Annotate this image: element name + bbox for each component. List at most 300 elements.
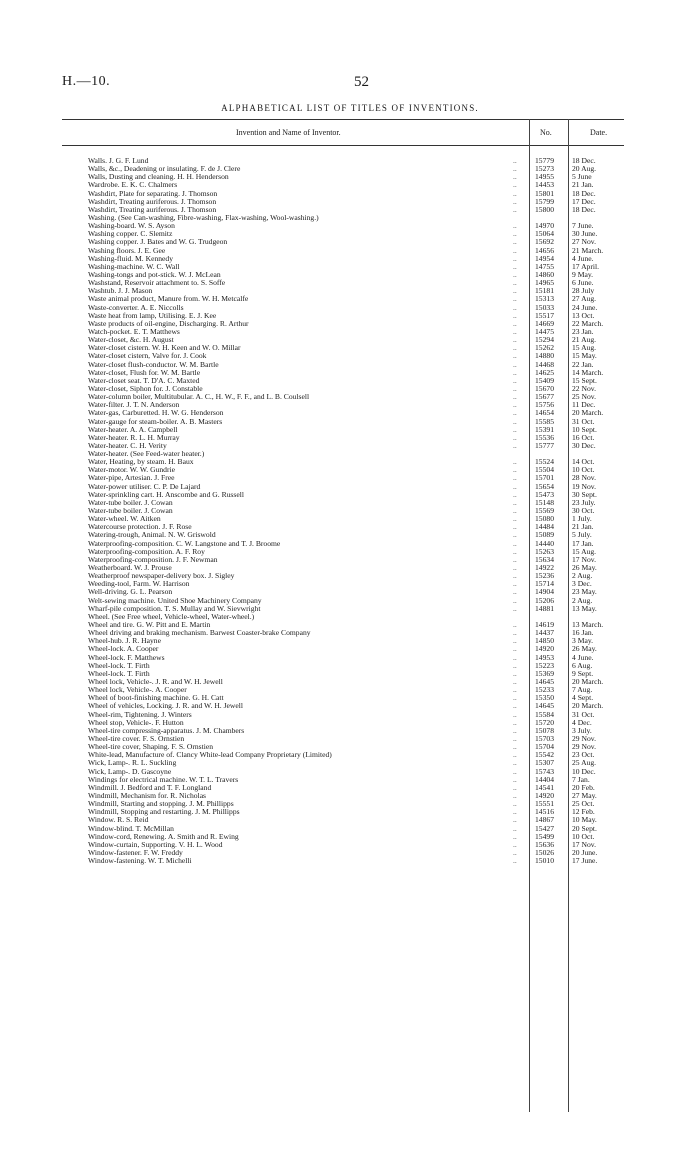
- invention-title: Washing copper. C. Slemitz: [88, 230, 173, 239]
- invention-date: 22 March.: [572, 318, 604, 328]
- leader-dots: ..: [513, 156, 517, 165]
- table-row: [0, 605, 700, 613]
- invention-title: Watch-pocket. E. T. Matthews: [88, 327, 180, 336]
- leader-dots: ..: [513, 302, 517, 312]
- invention-date: 28 Nov.: [572, 473, 596, 483]
- invention-title: Wheel driving and braking mechanism. Barwest Coaster-brake Company: [88, 629, 311, 638]
- invention-date: 31 Oct.: [572, 709, 595, 719]
- leader-dots: ..: [513, 831, 517, 841]
- invention-date: 6 Aug.: [572, 660, 593, 670]
- invention-title: Wharf-pile composition. T. S. Mullay and W. Sievwright: [88, 604, 261, 613]
- invention-title: Walls, Dusting and cleaning. H. H. Henderson: [88, 173, 229, 182]
- invention-title: Waterproofing-composition. A. F. Roy: [88, 547, 205, 556]
- leader-dots: ..: [513, 457, 517, 467]
- leader-dots: ..: [513, 668, 517, 678]
- invention-date: 28 July: [572, 286, 595, 296]
- invention-date: 12 Feb.: [572, 807, 595, 817]
- invention-number: 15800: [535, 204, 554, 214]
- invention-title: Water-sprinkling cart. H. Anscombe and G. Russell: [88, 490, 244, 499]
- invention-number: 15692: [535, 237, 554, 247]
- invention-date: 26 May.: [572, 563, 597, 573]
- invention-date: 10 Sept.: [572, 424, 597, 434]
- leader-dots: ..: [513, 571, 517, 581]
- inventions-list: [0, 157, 700, 865]
- invention-title: Wheel-tire cover. F. S. Ornstien: [88, 734, 185, 743]
- invention-date: 25 Oct.: [572, 799, 595, 809]
- leader-dots: ..: [513, 326, 517, 336]
- invention-number: 14920: [535, 644, 554, 654]
- invention-title: Window-cord, Renewing. A. Smith and R. Ewing: [88, 832, 239, 841]
- invention-title: Washtub. J. J. Mason: [88, 287, 153, 296]
- invention-number: 15263: [535, 546, 554, 556]
- invention-date: 17 Jan.: [572, 538, 594, 548]
- invention-date: 27 Nov.: [572, 237, 596, 247]
- leader-dots: ..: [513, 221, 517, 231]
- page-number: 52: [354, 74, 369, 90]
- leader-dots: ..: [513, 432, 517, 442]
- invention-title: Water-closet cistern. W. H. Keen and W. O. Millar: [88, 344, 241, 353]
- leader-dots: ..: [513, 799, 517, 809]
- invention-number: 14516: [535, 807, 554, 817]
- invention-date: 29 Nov.: [572, 742, 596, 752]
- invention-date: 10 Oct.: [572, 831, 595, 841]
- invention-date: 9 Sept.: [572, 668, 594, 678]
- invention-number: 14619: [535, 620, 554, 630]
- invention-title: Water-motor. W. W. Gundrie: [88, 466, 175, 475]
- invention-number: 15703: [535, 733, 554, 743]
- invention-title: Water-pipe, Artesian. J. Free: [88, 474, 175, 483]
- invention-number: 14625: [535, 367, 554, 377]
- invention-title: Washing. (See Can-washing, Fibre-washing, Flax-washing, Wool-washing.): [88, 213, 319, 222]
- invention-title: Water-tube boiler. J. Cowan: [88, 507, 173, 516]
- leader-dots: ..: [513, 823, 517, 833]
- table-row: [0, 588, 700, 596]
- invention-title: Washstand, Reservoir attachment to. S. Soffe: [88, 279, 226, 288]
- invention-title: Wheel of boot-finishing machine. G. H. Catt: [88, 694, 224, 703]
- invention-date: 18 Dec.: [572, 188, 596, 198]
- invention-date: 4 Dec.: [572, 717, 592, 727]
- invention-title: Window-blind. T. McMillan: [88, 824, 174, 833]
- invention-number: 14645: [535, 677, 554, 686]
- invention-title: Water-power utiliser. C. P. De Lajard: [88, 482, 201, 491]
- invention-title: Water-heater. (See Feed-water heater.): [88, 450, 205, 459]
- invention-number: 15634: [535, 554, 554, 564]
- table-row: [0, 247, 700, 255]
- table-row: [0, 523, 700, 531]
- table-row: [0, 499, 700, 507]
- leader-dots: ..: [513, 310, 517, 320]
- invention-number: 15026: [535, 847, 554, 857]
- leader-dots: ..: [513, 603, 517, 613]
- leader-dots: ..: [513, 343, 517, 353]
- invention-title: Waste animal product, Manure from. W. H. Metcalfe: [88, 295, 249, 304]
- invention-date: 3 Dec.: [572, 579, 592, 589]
- leader-dots: ..: [513, 392, 517, 402]
- invention-title: Water-closet, &c. H. August: [88, 336, 174, 345]
- invention-title: Washing copper. J. Bates and W. G. Trudgeon: [88, 238, 228, 247]
- invention-title: Water-filter. J. T. N. Anderson: [88, 401, 180, 410]
- table-row: [0, 800, 700, 808]
- leader-dots: ..: [513, 733, 517, 743]
- leader-dots: ..: [513, 652, 517, 662]
- invention-date: 2 Aug.: [572, 595, 593, 605]
- table-row: [0, 165, 700, 173]
- invention-date: 14 Oct.: [572, 457, 595, 467]
- invention-date: 25 Aug.: [572, 758, 597, 768]
- invention-number: 14867: [535, 815, 554, 825]
- invention-date: 21 Jan.: [572, 180, 594, 190]
- invention-number: 15369: [535, 668, 554, 678]
- leader-dots: ..: [513, 677, 517, 686]
- invention-title: Washing floors. J. E. Gee: [88, 246, 166, 255]
- leader-dots: ..: [513, 489, 517, 499]
- invention-date: 15 Sept.: [572, 375, 597, 385]
- leader-dots: ..: [513, 497, 517, 507]
- invention-title: Washdirt, Plate for separating. J. Thomson: [88, 189, 218, 198]
- invention-date: 21 Jan.: [572, 522, 594, 532]
- invention-title: Water-column boiler, Multitubular. A. C., H. W., F. F., and L. B. Coulsell: [88, 393, 310, 402]
- invention-title: Window. R. S. Reid: [88, 816, 149, 825]
- page-title: ALPHABETICAL LIST OF TITLES OF INVENTIONS.: [221, 103, 479, 113]
- invention-title: Watering-trough, Animal. N. W. Griswold: [88, 531, 216, 540]
- invention-date: 21 Aug.: [572, 335, 597, 345]
- invention-title: Washdirt, Treating auriferous. J. Thomson: [88, 197, 217, 206]
- leader-dots: ..: [513, 164, 517, 174]
- invention-date: 16 Jan.: [572, 628, 594, 638]
- invention-number: 14965: [535, 278, 554, 288]
- invention-date: 30 Dec.: [572, 440, 596, 450]
- invention-title: Washing-tongs and pot-stick. W. J. McLean: [88, 270, 221, 279]
- invention-title: Water-wheel. W. Aitken: [88, 515, 161, 524]
- invention-number: 14922: [535, 563, 554, 573]
- invention-title: Walls. J. G. F. Lund: [88, 157, 149, 165]
- leader-dots: ..: [513, 554, 517, 564]
- invention-title: Waterproofing-composition. C. W. Langstone and T. J. Broome: [88, 539, 281, 548]
- invention-number: 14656: [535, 245, 554, 255]
- invention-title: Waterproofing-composition. J. F. Newman: [88, 555, 218, 564]
- invention-number: 15064: [535, 229, 554, 239]
- invention-number: 15756: [535, 400, 554, 410]
- table-row: [0, 662, 700, 670]
- invention-number: 14860: [535, 269, 554, 279]
- invention-date: 15 Aug.: [572, 343, 597, 353]
- invention-number: 15233: [535, 685, 554, 695]
- leader-dots: ..: [513, 367, 517, 377]
- invention-title: Weeding-tool, Farm. W. Harrison: [88, 580, 190, 589]
- invention-date: 13 May.: [572, 603, 597, 613]
- invention-title: Water-gas, Carburetted. H. W. G. Henderson: [88, 409, 224, 418]
- invention-title: Wheel stop, Vehicle-. F. Hutton: [88, 718, 184, 727]
- table-row: [0, 409, 700, 417]
- invention-date: 30 June.: [572, 229, 598, 239]
- leader-dots: ..: [513, 237, 517, 247]
- leader-dots: ..: [513, 701, 517, 711]
- table-row: [0, 621, 700, 629]
- invention-number: 15677: [535, 392, 554, 402]
- invention-number: 15409: [535, 375, 554, 385]
- invention-date: 25 Nov.: [572, 392, 596, 402]
- invention-title: Windings for electrical machine. W. T. L. Travers: [88, 775, 239, 784]
- invention-date: 3 July.: [572, 725, 592, 735]
- invention-number: 14484: [535, 522, 554, 532]
- invention-title: Walls, &c., Deadening or insulating. F. de J. Clere: [88, 165, 241, 174]
- invention-date: 30 Oct.: [572, 506, 595, 516]
- invention-title: Wheel lock, Vehicle-. J. R. and W. H. Jewell: [88, 678, 223, 686]
- invention-date: 26 May.: [572, 644, 597, 654]
- leader-dots: ..: [513, 758, 517, 768]
- leader-dots: ..: [513, 286, 517, 296]
- invention-date: 20 March.: [572, 677, 604, 686]
- table-row: [0, 572, 700, 580]
- invention-title: Water-heater. R. L. H. Murray: [88, 433, 180, 442]
- leader-dots: ..: [513, 172, 517, 182]
- invention-title: Wheel-rim, Tightening. J. Winters: [88, 710, 192, 719]
- table-row: [0, 271, 700, 279]
- invention-title: Washing-board. W. S. Ayson: [88, 222, 175, 231]
- leader-dots: ..: [513, 563, 517, 573]
- table-row: [0, 442, 700, 450]
- leader-dots: ..: [513, 693, 517, 703]
- invention-date: 27 May.: [572, 790, 597, 800]
- invention-number: 15223: [535, 660, 554, 670]
- leader-dots: ..: [513, 522, 517, 532]
- invention-number: 15206: [535, 595, 554, 605]
- invention-date: 13 March.: [572, 620, 604, 630]
- invention-number: 15743: [535, 766, 554, 776]
- leader-dots: ..: [513, 514, 517, 524]
- invention-number: 14437: [535, 628, 554, 638]
- invention-date: 17 April.: [572, 261, 600, 271]
- invention-date: 30 Sept.: [572, 489, 597, 499]
- invention-date: 31 Oct.: [572, 416, 595, 426]
- column-header-name: Invention and Name of Inventor.: [236, 128, 341, 137]
- table-row: [0, 654, 700, 662]
- invention-title: Wheel-lock. T. Firth: [88, 669, 150, 678]
- invention-date: 20 March.: [572, 408, 604, 418]
- table-row: [0, 776, 700, 784]
- invention-number: 15473: [535, 489, 554, 499]
- invention-date: 27 Aug.: [572, 294, 597, 304]
- leader-dots: ..: [513, 294, 517, 304]
- invention-number: 15148: [535, 497, 554, 507]
- leader-dots: ..: [513, 383, 517, 393]
- column-header-date: Date.: [590, 128, 608, 137]
- invention-number: 15720: [535, 717, 554, 727]
- invention-date: 20 Sept.: [572, 823, 597, 833]
- invention-title: Water-closet flush-conductor. W. M. Bartle: [88, 360, 219, 369]
- leader-dots: ..: [513, 318, 517, 328]
- leader-dots: ..: [513, 538, 517, 548]
- table-row: [0, 426, 700, 434]
- invention-title: Watercourse protection. J. F. Rose: [88, 523, 192, 532]
- table-row: [0, 173, 700, 181]
- invention-title: Windmill. J. Bedford and T. F. Longland: [88, 783, 212, 792]
- invention-title: Washing-fluid. M. Kennedy: [88, 254, 174, 263]
- invention-number: 15542: [535, 750, 554, 760]
- invention-number: 15427: [535, 823, 554, 833]
- invention-number: 14654: [535, 408, 554, 418]
- invention-number: 15262: [535, 343, 554, 353]
- table-row: [0, 450, 700, 458]
- invention-date: 18 Dec.: [572, 156, 596, 165]
- invention-number: 14920: [535, 790, 554, 800]
- invention-number: 14468: [535, 359, 554, 369]
- leader-dots: ..: [513, 351, 517, 361]
- invention-title: Washing-machine. W. C. Wall: [88, 262, 180, 271]
- invention-title: Waste products of oil-engine, Discharging. R. Arthur: [88, 319, 249, 328]
- invention-number: 15569: [535, 506, 554, 516]
- invention-date: 5 June: [572, 172, 592, 182]
- leader-dots: ..: [513, 709, 517, 719]
- invention-number: 15307: [535, 758, 554, 768]
- invention-title: Windmill, Starting and stopping. J. M. Phillipps: [88, 800, 234, 809]
- leader-dots: ..: [513, 481, 517, 491]
- invention-number: 15078: [535, 725, 554, 735]
- invention-date: 6 June.: [572, 278, 594, 288]
- invention-date: 17 Dec.: [572, 196, 596, 206]
- invention-date: 7 Aug.: [572, 685, 593, 695]
- table-row: [0, 857, 700, 865]
- invention-number: 15585: [535, 416, 554, 426]
- leader-dots: ..: [513, 742, 517, 752]
- invention-date: 10 Oct.: [572, 465, 595, 475]
- leader-dots: ..: [513, 725, 517, 735]
- leader-dots: ..: [513, 790, 517, 800]
- invention-title: Water-closet seat. T. D'A. C. Maxted: [88, 376, 200, 385]
- table-row: [0, 719, 700, 727]
- invention-number: 15517: [535, 310, 554, 320]
- invention-date: 20 March.: [572, 701, 604, 711]
- table-row: [0, 206, 700, 214]
- invention-title: Windmill, Mechanism for. R. Nicholas: [88, 791, 207, 800]
- invention-number: 15551: [535, 799, 554, 809]
- invention-date: 24 June.: [572, 302, 598, 312]
- table-row: [0, 711, 700, 719]
- invention-date: 20 Feb.: [572, 782, 595, 792]
- leader-dots: ..: [513, 400, 517, 410]
- table-row: [0, 629, 700, 637]
- invention-date: 4 June.: [572, 253, 594, 263]
- invention-date: 23 Oct.: [572, 750, 595, 760]
- leader-dots: ..: [513, 359, 517, 369]
- invention-number: 15010: [535, 856, 554, 866]
- table-row: [0, 393, 700, 401]
- invention-date: 23 May.: [572, 587, 597, 597]
- leader-dots: ..: [513, 628, 517, 638]
- invention-number: 15701: [535, 473, 554, 483]
- table-row: [0, 825, 700, 833]
- invention-number: 14850: [535, 636, 554, 646]
- invention-title: Wheel-tire compressing-apparatus. J. M. Chambers: [88, 726, 245, 735]
- invention-date: 7 June.: [572, 221, 594, 231]
- invention-number: 15536: [535, 432, 554, 442]
- invention-title: Waste-converter. A. E. Niccolls: [88, 303, 184, 312]
- invention-date: 15 Aug.: [572, 546, 597, 556]
- table-row: [0, 645, 700, 653]
- invention-title: Waste heat from lamp, Utilising. E. J. Kee: [88, 311, 217, 320]
- invention-title: Weatherproof newspaper-delivery box. J. Sigley: [88, 572, 235, 581]
- invention-title: Well-driving. G. L. Pearson: [88, 588, 173, 597]
- invention-number: 15033: [535, 302, 554, 312]
- leader-dots: ..: [513, 660, 517, 670]
- invention-number: 14453: [535, 180, 554, 190]
- invention-number: 15801: [535, 188, 554, 198]
- invention-title: Wardrobe. E. K. C. Chalmers: [88, 181, 178, 190]
- invention-title: Windmill, Stopping and restarting. J. M. Phillipps: [88, 808, 240, 817]
- table-row: [0, 678, 700, 686]
- invention-date: 20 June.: [572, 847, 598, 857]
- invention-number: 15080: [535, 514, 554, 524]
- invention-title: Wheel. (See Free wheel, Vehicle-wheel, Water-wheel.): [88, 612, 255, 621]
- leader-dots: ..: [513, 278, 517, 288]
- leader-dots: ..: [513, 530, 517, 540]
- leader-dots: ..: [513, 473, 517, 483]
- invention-number: 15236: [535, 571, 554, 581]
- invention-number: 15181: [535, 286, 554, 296]
- invention-title: Window-fastening. W. T. Michelli: [88, 857, 192, 866]
- invention-number: 15777: [535, 440, 554, 450]
- invention-number: 15779: [535, 156, 554, 165]
- invention-title: Window-fastener. F. W. Freddy: [88, 848, 183, 857]
- table-row: [0, 214, 700, 222]
- invention-date: 17 June.: [572, 856, 598, 866]
- invention-title: Wick, Lamp-. R. L. Suckling: [88, 759, 177, 768]
- invention-number: 14954: [535, 253, 554, 263]
- invention-number: 14440: [535, 538, 554, 548]
- leader-dots: ..: [513, 440, 517, 450]
- table-row: [0, 564, 700, 572]
- invention-date: 10 Dec.: [572, 766, 596, 776]
- leader-dots: ..: [513, 839, 517, 849]
- leader-dots: ..: [513, 188, 517, 198]
- leader-dots: ..: [513, 269, 517, 279]
- invention-title: Weatherboard. W. J. Prouse: [88, 564, 172, 573]
- column-header-no: No.: [540, 128, 552, 137]
- invention-date: 2 Aug.: [572, 571, 593, 581]
- invention-title: Water-heater. C. H. Verity: [88, 441, 167, 450]
- invention-number: 15704: [535, 742, 554, 752]
- invention-date: 22 Jan.: [572, 359, 594, 369]
- invention-date: 19 Nov.: [572, 481, 596, 491]
- invention-title: White-lead, Manufacture of. Clancy White-lead Company Proprietary (Limited): [88, 751, 332, 760]
- invention-number: 14970: [535, 221, 554, 231]
- invention-number: 15584: [535, 709, 554, 719]
- invention-date: 11 Dec.: [572, 400, 596, 410]
- invention-number: 15654: [535, 481, 554, 491]
- leader-dots: ..: [513, 717, 517, 727]
- invention-title: Wheel-lock. T. Firth: [88, 661, 150, 670]
- table-row: [0, 458, 700, 466]
- invention-number: 15636: [535, 839, 554, 849]
- invention-number: 14904: [535, 587, 554, 597]
- invention-title: Washdirt, Treating auriferous. J. Thomson: [88, 205, 217, 214]
- invention-date: 4 Sept.: [572, 693, 594, 703]
- leader-dots: ..: [513, 253, 517, 263]
- invention-number: 14475: [535, 326, 554, 336]
- invention-number: 15294: [535, 335, 554, 345]
- invention-title: Window-curtain, Supporting. V. H. L. Wood: [88, 840, 223, 849]
- invention-title: Wheel of vehicles, Locking. J. R. and W. H. Jewell: [88, 702, 244, 711]
- invention-number: 15714: [535, 579, 554, 589]
- table-row: [0, 263, 700, 271]
- invention-date: 1 July.: [572, 514, 592, 524]
- invention-number: 14541: [535, 782, 554, 792]
- leader-dots: ..: [513, 261, 517, 271]
- leader-dots: ..: [513, 245, 517, 255]
- invention-number: 14881: [535, 603, 554, 613]
- table-row: [0, 768, 700, 776]
- leader-dots: ..: [513, 636, 517, 646]
